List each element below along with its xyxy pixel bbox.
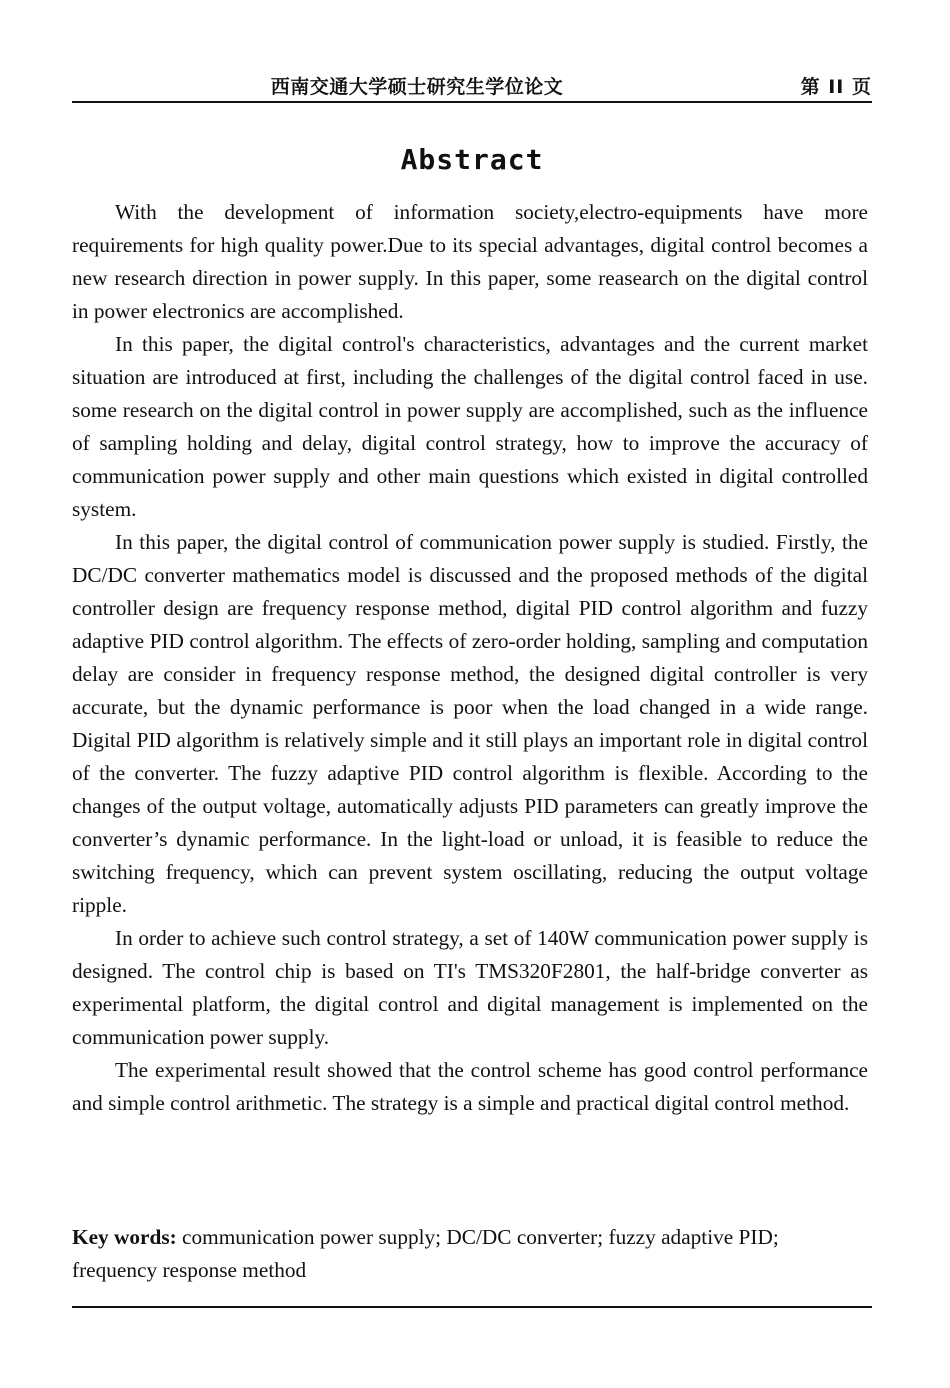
footer-divider [72, 1306, 872, 1308]
page-number: 第 II 页 [800, 76, 872, 98]
header-divider [72, 101, 872, 103]
page-header [72, 70, 872, 100]
keywords [72, 1221, 868, 1287]
paragraph-3: In this paper, the digital control of communication power supply is studied. Firstly, the DC/DC converter mathematics model is discussed and the proposed methods of the digital controller design are frequency response method, digital PID control algorithm and fuzzy adaptive PID control algorithm. The effects of zero-order holding, sampling and computation delay are consider in frequency response method, the designed digital controller is very accurate, but the dynamic performance is poor when the load changed in a wide range. Digital PID algorithm is relatively simple and it still plays an important role in digital control of the converter. The fuzzy adaptive PID control algorithm is flexible. According to the changes of the output voltage, automatically adjusts PID parameters can greatly improve the converter’s dynamic performance. In the light-load or unload, it is feasible to reduce the switching frequency, which can prevent system oscillating, reducing the output voltage ripple. [72, 530, 868, 917]
paragraph-4: In order to achieve such control strategy, a set of 140W communication power supply is designed. The control chip is based on TI's TMS320F2801, the half-bridge converter as experimental platform, the digital control and digital management is implemented on the communication power supply. [72, 926, 868, 1049]
header-title: 西南交通大学硕士研究生学位论文 [270, 76, 564, 98]
keywords-text: communication power supply; DC/DC converter; fuzzy adaptive PID; frequency response method [72, 1225, 779, 1282]
keywords-label: Key words: [72, 1225, 177, 1249]
abstract-body [72, 196, 868, 1120]
paragraph-5: The experimental result showed that the control scheme has good control performance and simple control arithmetic. The strategy is a simple and practical digital control method. [72, 1058, 868, 1115]
abstract-title: Abstract [400, 143, 544, 176]
paragraph-1: With the development of information society,electro-equipments have more requirements for high quality power.Due to its special advantages, digital control becomes a new research direction in power supply. In this paper, some reasearch on the digital control in power electronics are accomplished. [72, 200, 868, 323]
paragraph-2: In this paper, the digital control's characteristics, advantages and the current market situation are introduced at first, including the challenges of the digital control faced in use. some research on the digital control in power supply are accomplished, such as the influence of sampling holding and delay, digital control strategy, how to improve the accuracy of communication power supply and other main questions which existed in digital controlled system. [72, 332, 868, 521]
